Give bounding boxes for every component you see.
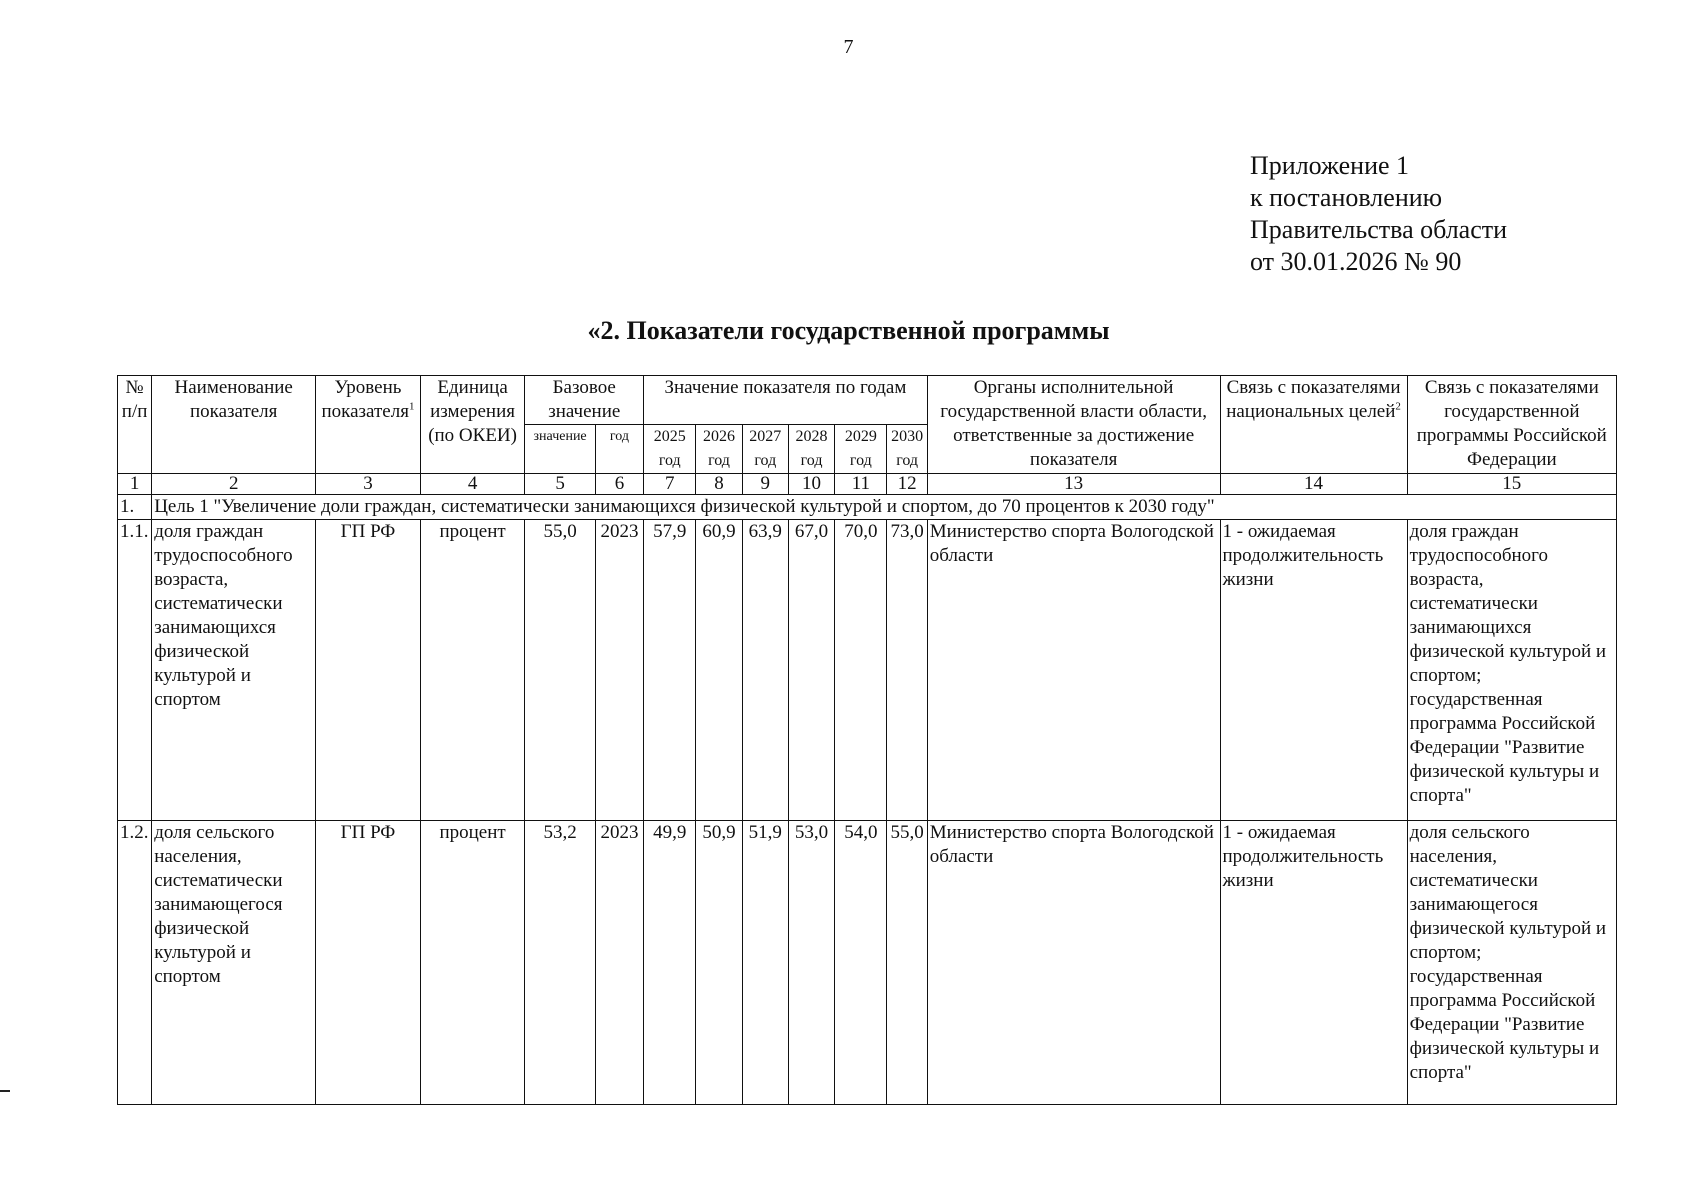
header-level-text: Уровень показателя xyxy=(321,377,409,422)
row-value-2028: 53,0 xyxy=(788,821,834,1105)
row-unit: процент xyxy=(420,520,525,821)
column-number: 2 xyxy=(152,474,316,495)
header-national-text: Связь с показателями национальных целей xyxy=(1226,377,1401,422)
header-name: Наименование показателя xyxy=(152,376,316,474)
header-national xyxy=(1220,376,1407,474)
margin-mark xyxy=(0,1090,10,1092)
appendix-line-4: от 30.01.2026 № 90 xyxy=(1250,247,1462,276)
row-organ: Министерство спорта Вологодской области xyxy=(927,821,1220,1105)
column-number: 9 xyxy=(742,474,788,495)
row-value-2026: 50,9 xyxy=(696,821,742,1105)
header-row-1 xyxy=(118,376,1617,425)
header-values-by-year: Значение показателя по годам xyxy=(644,376,928,425)
row-level: ГП РФ xyxy=(316,821,421,1105)
row-value-2027: 51,9 xyxy=(742,821,788,1105)
page-number: 7 xyxy=(843,36,854,58)
header-organs: Органы исполнительной государственной власти области, ответственные за достижение показателя xyxy=(927,376,1220,474)
row-national: 1 - ожидаемая продолжительность жизни xyxy=(1220,520,1407,821)
column-number: 5 xyxy=(525,474,595,495)
row-base-year: 2023 xyxy=(595,520,643,821)
header-base: Базовое значение xyxy=(525,376,644,425)
indicators-table xyxy=(117,375,1617,1105)
header-year-2028: 2028 год xyxy=(788,425,834,474)
column-number: 12 xyxy=(887,474,927,495)
appendix-line-1: Приложение 1 xyxy=(1250,151,1410,180)
document-title: «2. Показатели государственной программы xyxy=(587,316,1110,345)
row-value-2025: 57,9 xyxy=(644,520,696,821)
header-year-2029: 2029 год xyxy=(835,425,887,474)
table-row xyxy=(118,821,1617,1105)
header-base-value: значение xyxy=(525,425,595,474)
row-num: 1.2. xyxy=(118,821,152,1105)
row-rf: доля граждан трудоспособного возраста, систематически занимающихся физической культурой и спортом; государственная программа Российской Федерации "Развитие физической культуры и спорта" xyxy=(1407,520,1616,821)
appendix-block xyxy=(1250,150,1507,278)
column-number: 10 xyxy=(788,474,834,495)
footnote-1: 1 xyxy=(408,400,415,413)
row-base-value: 55,0 xyxy=(525,520,595,821)
row-value-2028: 67,0 xyxy=(788,520,834,821)
goal-row xyxy=(118,495,1617,520)
goal-num: 1. xyxy=(118,495,152,520)
column-number: 8 xyxy=(696,474,742,495)
header-rf: Связь с показателями государственной программы Российской Федерации xyxy=(1407,376,1616,474)
row-value-2026: 60,9 xyxy=(696,520,742,821)
row-value-2025: 49,9 xyxy=(644,821,696,1105)
footnote-2: 2 xyxy=(1395,400,1401,413)
column-number: 4 xyxy=(420,474,525,495)
row-name: доля граждан трудоспособного возраста, систематически занимающихся физической культурой и спортом xyxy=(152,520,316,821)
column-number: 7 xyxy=(644,474,696,495)
row-value-2029: 70,0 xyxy=(835,520,887,821)
column-number: 11 xyxy=(835,474,887,495)
column-number: 3 xyxy=(316,474,421,495)
row-value-2029: 54,0 xyxy=(835,821,887,1105)
row-rf: доля сельского населения, систематически занимающегося физической культурой и спортом; государственная программа Российской Федерации "Развитие физической культуры и спорта" xyxy=(1407,821,1616,1105)
header-year-2025: 2025 год xyxy=(644,425,696,474)
header-year-2030: 2030 год xyxy=(887,425,927,474)
row-unit: процент xyxy=(420,821,525,1105)
row-value-2030: 73,0 xyxy=(887,520,927,821)
goal-text: Цель 1 "Увеличение доли граждан, систематически занимающихся физической культурой и спортом, до 70 процентов к 2030 году" xyxy=(152,495,1617,520)
row-base-value: 53,2 xyxy=(525,821,595,1105)
column-number: 6 xyxy=(595,474,643,495)
header-level xyxy=(316,376,421,474)
header-num: № п/п xyxy=(118,376,152,474)
row-level: ГП РФ xyxy=(316,520,421,821)
row-national: 1 - ожидаемая продолжительность жизни xyxy=(1220,821,1407,1105)
appendix-line-3: Правительства области xyxy=(1250,215,1508,244)
row-name: доля сельского населения, систематически занимающегося физической культурой и спортом xyxy=(152,821,316,1105)
row-value-2027: 63,9 xyxy=(742,520,788,821)
column-number: 13 xyxy=(927,474,1220,495)
header-unit: Единица измерения (по ОКЕИ) xyxy=(420,376,525,474)
column-numbers-row xyxy=(118,474,1617,495)
header-base-year: год xyxy=(595,425,643,474)
header-year-2027: 2027 год xyxy=(742,425,788,474)
column-number: 15 xyxy=(1407,474,1616,495)
row-num: 1.1. xyxy=(118,520,152,821)
column-number: 1 xyxy=(118,474,152,495)
table-row xyxy=(118,520,1617,821)
row-base-year: 2023 xyxy=(595,821,643,1105)
row-value-2030: 55,0 xyxy=(887,821,927,1105)
header-year-2026: 2026 год xyxy=(696,425,742,474)
column-number: 14 xyxy=(1220,474,1407,495)
row-organ: Министерство спорта Вологодской области xyxy=(927,520,1220,821)
appendix-line-2: к постановлению xyxy=(1250,183,1443,212)
